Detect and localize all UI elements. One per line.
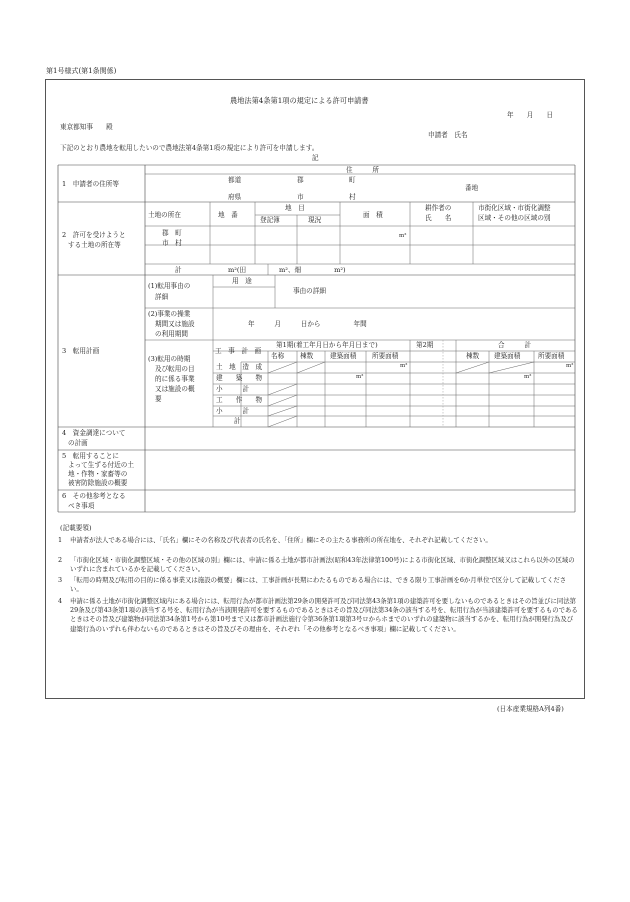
col-kenchiku-2: 建築面積 [494, 352, 521, 360]
sub2-1: (2)事業の操業 [148, 310, 191, 318]
total-label: 計 [175, 266, 182, 274]
sub3-2: 及び転用の目 [155, 365, 195, 373]
sub3-4: 又は施設の概 [155, 385, 195, 393]
form-id: 第1号様式(第1条関係) [46, 67, 117, 75]
fuken-label: 府県 [228, 193, 242, 201]
row5-4: 被害防除施設の概要 [68, 479, 128, 487]
row5-3: 地・作物・家畜等の [68, 470, 128, 478]
date-label: 年 月 日 [507, 111, 554, 119]
sub1-2: 詳細 [155, 293, 169, 301]
total-detail: m²(田 m²、畑 m²) [228, 266, 346, 274]
gun-machi: 郡 町 [162, 229, 182, 237]
note-item: 4 申請に係る土地が市街化調整区域内にある場合には、転用行為が都市計画法第29条の開発許可及び同法第43条第1項の建築許可を要しないものであるときはその旨並びに同法第29条及び第43条第1項の該当する号を、転用行為が当該開発許可を要するものであるときはその旨及び同法第34条の該当する号を、転用行為が当該建築許可を要するものであるときはその旨及び建築物が同法第34条第1号から第10号まで又は都市計画法施行令第36条第1項第3号ロからホまでのいずれの建築物に該当するかを、転用行為が開発行為及び建築行為のいずれも伴わないものであるときはその旨及びその理由を、それぞれ「その他参考となるべき事項」欄に記載してください。 [58, 597, 578, 633]
col-chimoku: 地 目 [285, 204, 305, 212]
mura-label: 村 [349, 193, 356, 201]
shi-label: 市 [297, 193, 304, 201]
row6-1: 6 その他参考となる [62, 492, 126, 500]
item-zousei: 土 地 造 成 [216, 363, 263, 371]
col-meisho-1: 名称 [271, 352, 285, 360]
item-kousakubutsu: 工 作 物 [216, 396, 263, 404]
intro-text: 下記のとおり農地を転用したいので農地法第4条第1項の規定により許可を申請します。 [60, 144, 319, 152]
sub3-5: 要 [155, 395, 162, 403]
applicant-name-label: 申請者 氏名 [428, 131, 468, 139]
col-kenchiku-1: 建築面積 [330, 352, 357, 360]
col-shoyo-1: 所要面積 [372, 352, 399, 360]
ki-label: 記 [312, 154, 319, 162]
youto-label: 用 途 [232, 277, 252, 285]
unit-2: m² [356, 374, 364, 380]
col-banchi: 地 番 [218, 211, 238, 219]
col-location: 土地の所在 [148, 211, 181, 219]
note-item: 1 申請者が法人である場合には、「氏名」欄にその名称及び代表者の氏名を、「住所」欄にその主たる事務所の所在地を、それぞれ記載してください。 [58, 536, 492, 544]
shi-mura: 市 村 [162, 239, 182, 247]
item-kenchikubutsu: 建 築 物 [216, 374, 263, 382]
kouji-label: 工 事 計 画 [215, 347, 262, 355]
col-shoyo-2: 所要面積 [538, 352, 565, 360]
unit-1: m² [400, 363, 408, 369]
todou-label: 都道 [228, 176, 242, 184]
col-farmer-1: 耕作者の [425, 204, 452, 212]
row4-1: 4 資金調達について [62, 429, 126, 437]
row5-1: 5 転用することに [62, 452, 119, 460]
sub2-2: 期間又は施設 [155, 320, 195, 328]
row5-2: よって生ずる付近の土 [68, 461, 134, 469]
row2-label-2: する土地の所在等 [68, 241, 121, 249]
jiyu-label: 事由の詳細 [293, 287, 326, 295]
sub3-1: (3)転用の時期 [148, 355, 191, 363]
unit-3: m² [566, 363, 574, 369]
banchi-label: 番地 [465, 184, 479, 192]
row6-2: べき事項 [68, 502, 95, 510]
row1-label: 1 申請者の住所等 [62, 180, 119, 188]
col-menseki: 面 積 [363, 211, 383, 219]
notes-title: (記載要領) [60, 524, 92, 532]
row3-label: 3 転用計画 [62, 347, 100, 355]
form-title: 農地法第4条第1項の規定による許可申請書 [230, 96, 369, 105]
address-header: 住 所 [346, 166, 379, 174]
row2-label-1: 2 許可を受けようと [62, 231, 126, 239]
phase1-label: 第1期(着工年月日から年月日まで) [276, 341, 378, 349]
gokei-label: 合 計 [498, 341, 531, 349]
col-zone-1: 市街化区域・市街化調整 [478, 204, 551, 212]
addressee: 東京都知事 殿 [60, 123, 113, 131]
col-farmer-2: 氏 名 [425, 214, 452, 222]
phase2-label: 第2期 [416, 341, 434, 349]
area-unit: m² [399, 233, 407, 239]
col-touki: 登記簿 [260, 216, 280, 224]
machi-label: 町 [349, 176, 356, 184]
unit-4: m² [524, 374, 532, 380]
footer-spec: (日本産業規格A列4番) [497, 705, 564, 713]
sub3-3: 的に係る事業 [155, 375, 195, 383]
gun-label: 郡 [297, 176, 304, 184]
note-item: 2 「市街化区域・市街化調整区域・その他の区域の別」欄には、申請に係る土地が都市計画法(昭和43年法律第100号)による市街化区域、市街化調整区域又はこれら以外の区域のいずれに含まれているかを記載してください。 [58, 556, 575, 574]
row4-2: の計画 [68, 439, 88, 447]
note-item: 3 「転用の時期及び転用の目的に係る事業又は施設の概要」欄には、工事計画が長期にわたるものである場合には、できる限り工事計画を6か月単位で区分して記載してください。 [58, 576, 567, 594]
item-kei: 計 [234, 417, 241, 425]
item-shokei-1: 小 計 [216, 385, 249, 393]
period-text: 年 月 日から 年間 [248, 320, 367, 328]
sub2-3: の利用期間 [155, 330, 188, 338]
col-tousu-2: 棟数 [466, 352, 480, 360]
col-genkyo: 現況 [308, 216, 322, 224]
col-tousu-1: 棟数 [300, 352, 314, 360]
sub1-1: (1)転用事由の [148, 282, 191, 290]
col-zone-2: 区域・その他の区域の別 [478, 214, 551, 222]
item-shokei-2: 小 計 [216, 407, 249, 415]
